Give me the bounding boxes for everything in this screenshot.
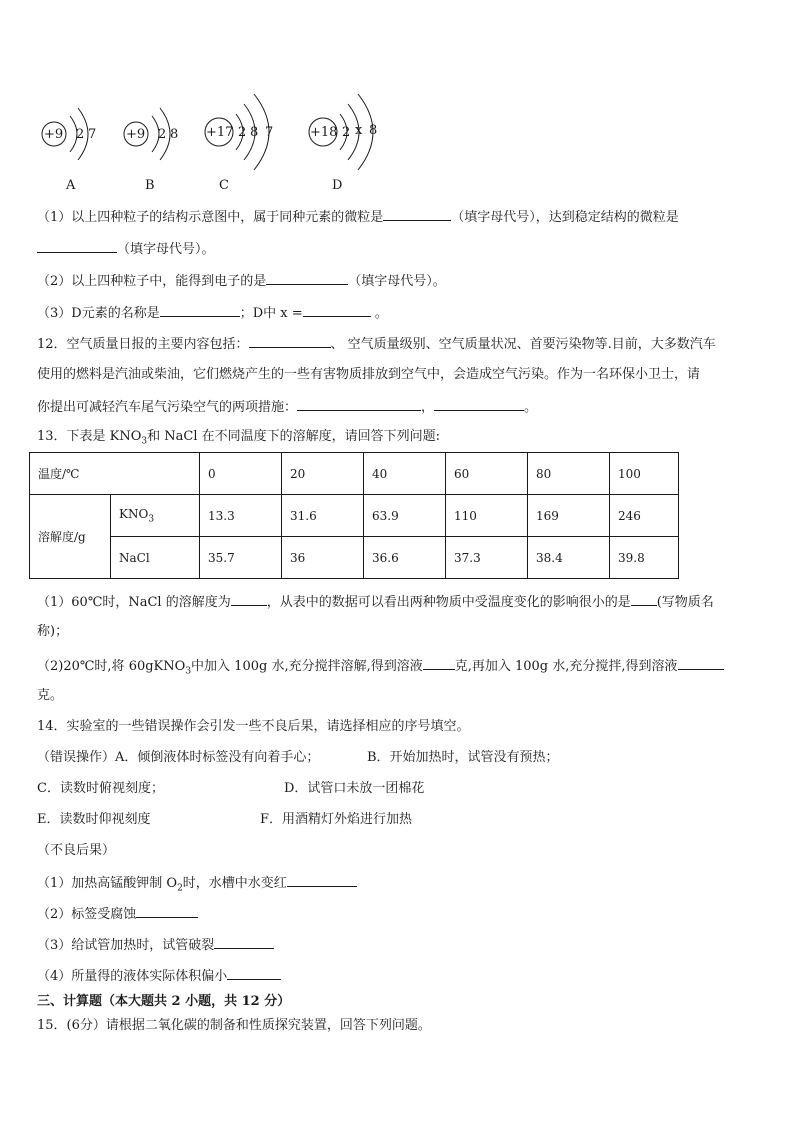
table-row — [30, 495, 679, 537]
q12-answer-blank-2[interactable] — [297, 397, 421, 411]
q14-consequence-2 — [37, 904, 198, 924]
atom-b-label: B — [145, 178, 155, 193]
q14-c2-text: （2）标签受腐蚀 — [37, 907, 137, 922]
table-cell: 37.3 — [446, 537, 528, 579]
q13-intro-subscript: 3 — [141, 436, 148, 447]
q14-op-a: （错误操作）A．倾倒液体时标签没有向着手心； — [37, 750, 320, 765]
atom-a-shell-2: 7 — [88, 127, 97, 142]
q11-p1-text-b: （填字母代号），达到稳定结构的微粒是 — [451, 210, 679, 225]
atom-c-shell-2: 8 — [250, 125, 259, 140]
table-cell: 169 — [528, 495, 610, 537]
q11-answer-blank-5[interactable] — [303, 303, 371, 317]
q14-consequence-4 — [37, 966, 281, 986]
q14-answer-blank-4[interactable] — [227, 966, 281, 980]
q13-p2-text-c: 克,再加入 100g 水,充分搅拌,得到溶液 — [454, 659, 678, 674]
q14-intro: 14．实验室的一些错误操作会引发一些不良后果，请选择相应的序号填空。 — [37, 719, 470, 734]
table-temp-cell: 100 — [610, 453, 679, 495]
table-cell: 35.7 — [200, 537, 282, 579]
table-cell: 31.6 — [282, 495, 364, 537]
q11-part2 — [37, 271, 446, 291]
q11-part3 — [37, 303, 388, 323]
q13-p2-subscript: 3 — [185, 666, 192, 677]
q14-op-f: F．用酒精灯外焰进行加热 — [260, 812, 413, 827]
atom-c-shell-1: 2 — [238, 125, 247, 140]
atom-d-shell-2: x — [355, 123, 363, 138]
q11-answer-blank-4[interactable] — [160, 303, 240, 317]
q14-op-b: B．开始加热时，试管没有预热； — [367, 750, 559, 765]
q13-answer-blank-1[interactable] — [231, 592, 267, 606]
table-temp-cell: 20 — [282, 453, 364, 495]
q11-p2-text-a: （2）以上四种粒子中，能得到电子的是 — [37, 274, 267, 289]
table-cell: 36.6 — [364, 537, 446, 579]
section-3-heading: 三、计算题（本大题共 2 小题，共 12 分） — [37, 994, 291, 1009]
q14-op-e: E．读数时仰视刻度 — [37, 812, 151, 827]
table-header-label: 温度/℃ — [30, 453, 200, 495]
atom-d-nucleus: +18 — [310, 125, 338, 140]
q14-c3-text: （3）给试管加热时，试管破裂 — [37, 938, 215, 953]
q11-p3-text-c: 。 — [370, 306, 388, 321]
q14-ops-cd — [37, 780, 425, 798]
q14-c1-text-b: 时，水槽中水变红 — [182, 876, 287, 891]
q12-text-a: 12．空气质量日报的主要内容包括： — [37, 337, 249, 352]
q11-p1-text-c: （填字母代号）。 — [117, 242, 215, 257]
q15-text: 15．(6分）请根据二氧化碳的制备和性质探究装置，回答下列问题。 — [37, 1018, 431, 1033]
atom-d-shell-1: 2 — [342, 125, 351, 140]
q14-consequence-1 — [37, 873, 357, 898]
q13-p1-text-b: ，从表中的数据可以看出两种物质中受温度变化的影响很小的是 — [266, 595, 631, 610]
atom-c-nucleus: +17 — [206, 125, 234, 140]
q12-text-c: 你提出可减轻汽车尾气污染空气的两项措施： — [37, 400, 298, 415]
table-temp-cell: 80 — [528, 453, 610, 495]
table-cell: 63.9 — [364, 495, 446, 537]
q14-answer-blank-1[interactable] — [287, 873, 357, 887]
q11-part1-cont — [37, 239, 215, 259]
q11-p3-text-b: ；D中 x = — [239, 306, 303, 321]
table-temp-cell: 40 — [364, 453, 446, 495]
q11-p2-text-b: （填字母代号）。 — [348, 274, 446, 289]
q13-answer-blank-2[interactable] — [631, 592, 657, 606]
atom-diagrams — [0, 80, 420, 200]
q14-consequence-title: （不良后果） — [37, 843, 116, 858]
q14-c4-text: （4）所量得的液体实际体积偏小 — [37, 969, 228, 984]
table-cell: 38.4 — [528, 537, 610, 579]
q11-answer-blank-2[interactable] — [37, 239, 117, 253]
q13-part2 — [37, 656, 724, 681]
q11-p1-text-a: （1）以上四种粒子的结构示意图中，属于同种元素的微粒是 — [37, 210, 384, 225]
q12-text-b: 、 空气质量级别、空气质量状况、首要污染物等.目前，大多数汽车 — [330, 337, 716, 352]
atom-c-label: C — [219, 178, 229, 193]
atom-b-shell-2: 8 — [170, 127, 179, 142]
table-row — [30, 537, 679, 579]
table-temp-cell: 60 — [446, 453, 528, 495]
q14-ops-ef — [37, 811, 413, 829]
q12-line1 — [37, 334, 716, 354]
table-row — [30, 453, 679, 495]
table-cell: 13.3 — [200, 495, 282, 537]
q12-text-e: 。 — [524, 400, 538, 415]
kno3-text: KNO — [119, 506, 149, 521]
q13-p1-text-a: （1）60℃时，NaCl 的溶解度为 — [37, 595, 231, 610]
q13-intro — [37, 428, 440, 451]
atom-b-shell-1: 2 — [158, 127, 167, 142]
q11-p3-text-a: （3）D元素的名称是 — [37, 306, 160, 321]
q11-answer-blank-3[interactable] — [266, 271, 348, 285]
kno3-subscript: 3 — [148, 514, 155, 525]
q13-part1-cont: 称)； — [37, 624, 69, 639]
table-row-label: 溶解度/g — [30, 495, 111, 579]
atom-d-shell-3: 8 — [369, 123, 378, 138]
q13-part1 — [37, 592, 714, 612]
table-cell: 36 — [282, 537, 364, 579]
q13-intro-text-b: 和 NaCl 在不同温度下的溶解度，请回答下列问题: — [147, 429, 441, 444]
table-cell: 39.8 — [610, 537, 679, 579]
atom-a-shell-1: 2 — [76, 127, 85, 142]
q14-op-d: D．试管口未放一团棉花 — [284, 781, 425, 796]
q11-answer-blank-1[interactable] — [383, 207, 451, 221]
q13-p2-text-a: （2)20℃时,将 60gKNO — [37, 659, 186, 674]
table-kno3-label — [111, 495, 200, 537]
q14-answer-blank-3[interactable] — [214, 935, 274, 949]
q13-answer-blank-3[interactable] — [423, 656, 455, 670]
q14-c1-text-a: （1）加热高锰酸钾制 O — [37, 876, 178, 891]
atom-d-label: D — [332, 178, 343, 193]
solubility-table — [29, 452, 679, 579]
q14-answer-blank-2[interactable] — [136, 904, 198, 918]
q13-p2-text-b: 中加入 100g 水,充分搅拌溶解,得到溶液 — [191, 659, 423, 674]
q12-answer-blank-3[interactable] — [434, 397, 524, 411]
q14-op-c: C．读数时俯视刻度； — [37, 781, 164, 796]
q14-c1-subscript: 2 — [177, 883, 183, 894]
q12-line2: 使用的燃料是汽油或柴油，它们燃烧产生的一些有害物质排放到空气中，会造成空气污染。作为一名环保小卫士，请 — [37, 367, 701, 382]
table-cell: 246 — [610, 495, 679, 537]
q14-consequence-3 — [37, 935, 274, 955]
table-cell: 110 — [446, 495, 528, 537]
table-temp-cell: 0 — [200, 453, 282, 495]
table-nacl-label: NaCl — [111, 537, 200, 579]
q12-answer-blank-1[interactable] — [249, 334, 331, 348]
q13-part2-cont: 克。 — [37, 688, 64, 703]
atom-c-shell-3: 7 — [265, 125, 274, 140]
q14-ops-ab — [37, 749, 559, 767]
q13-answer-blank-4[interactable] — [678, 656, 724, 670]
q13-p1-text-c: (写物质名 — [656, 595, 714, 610]
q13-intro-text-a: 13．下表是 KNO — [37, 429, 142, 444]
atom-a-nucleus: +9 — [44, 127, 64, 142]
q12-line3 — [37, 397, 537, 417]
atom-a-label: A — [66, 178, 76, 193]
q11-part1 — [37, 207, 679, 227]
atom-b-nucleus: +9 — [126, 127, 146, 142]
q12-text-d: ， — [421, 400, 435, 415]
